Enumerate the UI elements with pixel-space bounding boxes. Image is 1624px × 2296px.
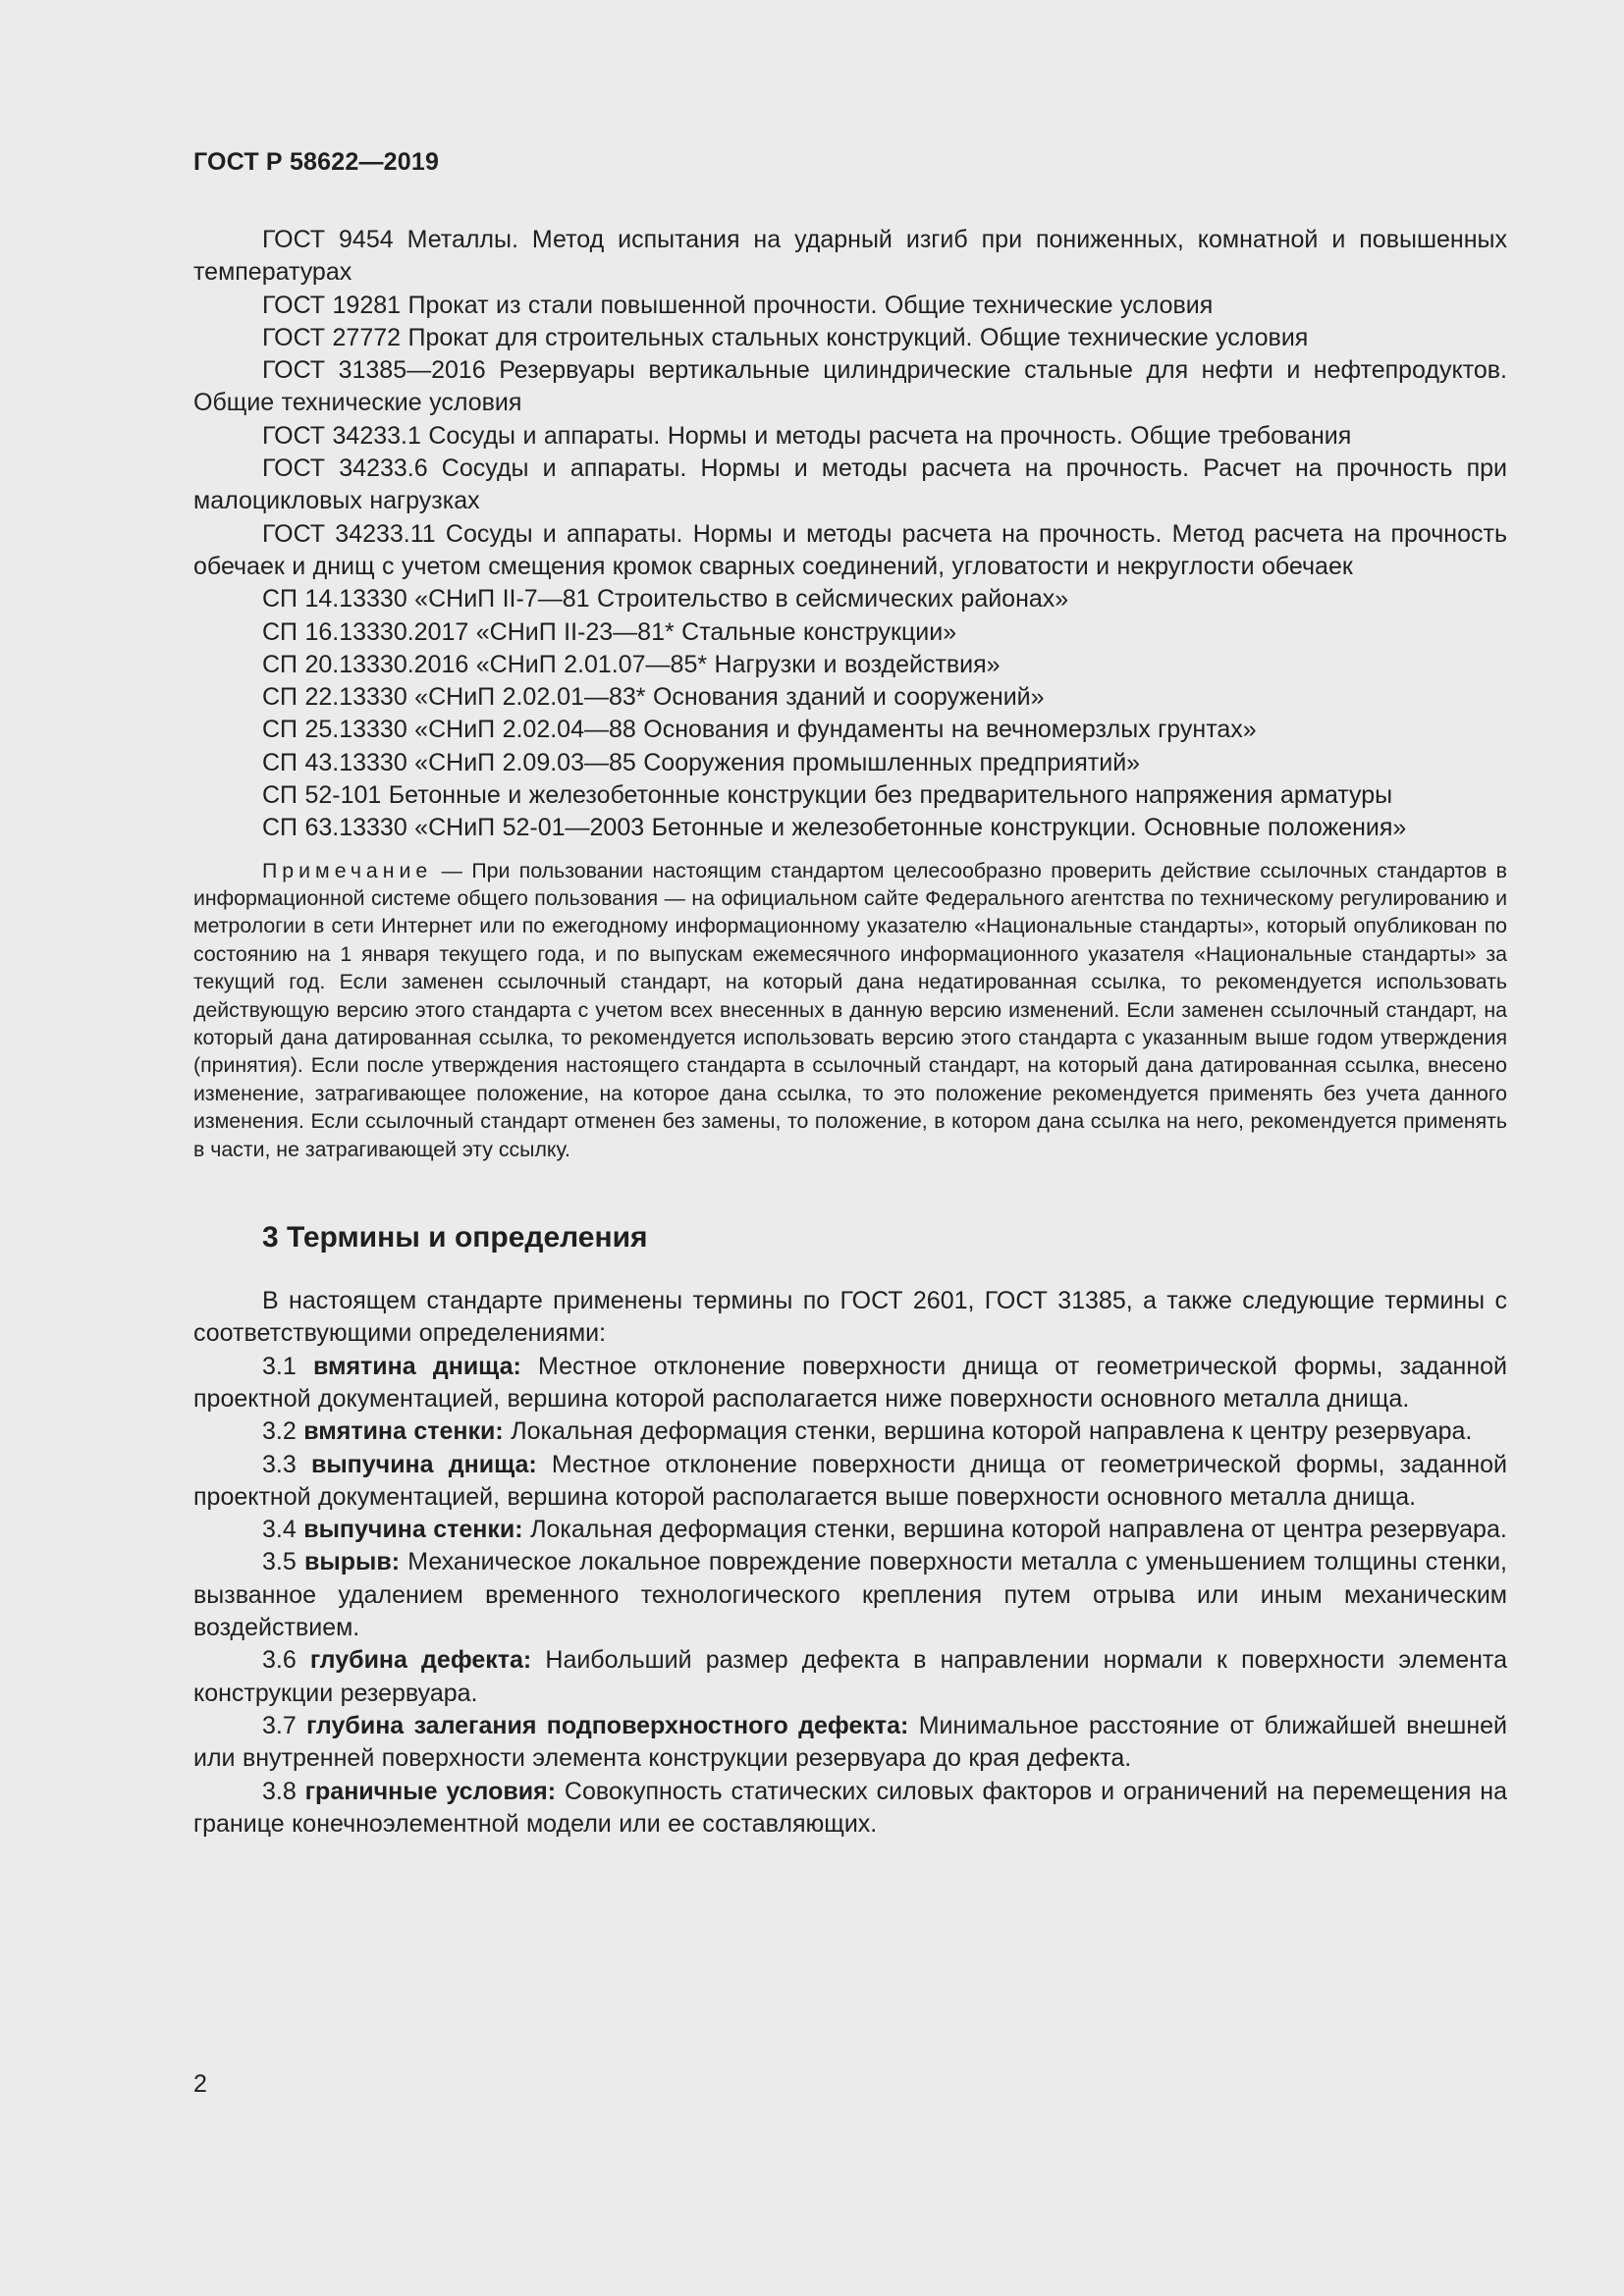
term-entry [193,1449,1507,1515]
term-name: вырыв: [303,1548,401,1576]
term-entry [193,1710,1507,1776]
term-definition: Локальная деформация стенки, вершина которой направлена от центра резервуара. [522,1516,1507,1544]
term-entry [193,1546,1507,1644]
reference-item: СП 43.13330 «СНиП 2.09.03—85 Сооружения промышленных предприятий» [262,748,1141,776]
term-definition: Минимальное расстояние от ближайшей внешней или внутренней поверхности элемента конструкции резервуара до края дефекта. [193,1711,1508,1773]
reference-item: ГОСТ 19281 Прокат из стали повышенной прочности. Общие технические условия [262,291,1214,319]
reference-item: СП 16.13330.2017 «СНиП II-23—81* Стальные конструкции» [262,617,957,646]
page-content [193,224,1507,1841]
term-name: выпучина днища: [310,1450,537,1478]
term-definition: Местное отклонение поверхности днища от геометрической формы, заданной проектной документацией, вершина которой располагается ниже поверхности основного металла днища. [193,1352,1508,1413]
term-number: 3.4 [262,1516,304,1544]
reference-item: СП 25.13330 «СНиП 2.02.04—88 Основания и фундаменты на вечномерзлых грунтах» [262,716,1257,744]
reference-item: СП 20.13330.2016 «СНиП 2.01.07—85* Нагрузки и воздействия» [262,650,1001,678]
term-entry [193,1514,1507,1546]
term-number: 3.5 [262,1548,304,1576]
reference-item: СП 14.13330 «СНиП II-7—81 Строительство в сейсмических районах» [262,585,1069,614]
term-entry [193,1415,1507,1448]
term-definition: Местное отклонение поверхности днища от геометрической формы, заданной проектной документацией, вершина которой располагается выше поверхности основного металла днища. [193,1450,1507,1511]
section-heading: 3 Термины и определения [262,1221,648,1255]
document-header: ГОСТ Р 58622—2019 [193,148,440,176]
term-number: 3.1 [262,1352,313,1380]
reference-item: СП 52-101 Бетонные и железобетонные конструкции без предварительного напряжения арматуры [262,781,1393,810]
term-definition: Механическое локальное повреждение поверхности металла с уменьшением толщины стенки, вызванное удалением временного технологического крепления путем отрыва или иным механическим воздействием. [193,1548,1508,1642]
term-entry [193,1776,1507,1842]
note-text: — При пользовании настоящим стандартом целесообразно проверить действие ссылочных стандартов в информационной системе общего пользования — на официальном сайте Федерального агентства по техническому регулированию и метрологии в сети Интернет или по ежегодному информационному указателю «Национальные стандарты», который опубликован по состоянию на 1 января текущего года, и по выпускам ежемесячного информационного указателя «Национальные стандарты» за текущий год. Если заменен ссылочный стандарт, на который дана недатированная ссылка, то рекомендуется использовать действующую версию этого стандарта с учетом всех внесенных в данную версию изменений. Если заменен ссылочный стандарт, на который дана датированная ссылка, то рекомендуется использовать версию этого стандарта с указанным выше годом утверждения (принятия). Если после утверждения настоящего стандарта в ссылочный стандарт, на который дана датированная ссылка, внесено изменение, затрагивающее положение, на которое дана ссылка, то это положение рекомендуется применять без учета данного изменения. Если ссылочный стандарт отменен без замены, то положение, в котором дана ссылка на него, рекомендуется применять в части, не затрагивающей эту ссылку. [193,858,1507,1161]
term-name: вмятина стенки: [303,1417,504,1446]
reference-item: СП 63.13330 «СНиП 52-01—2003 Бетонные и железобетонные конструкции. Основные положения» [262,814,1407,842]
reference-item: ГОСТ 9454 Металлы. Метод испытания на ударный изгиб при пониженных, комнатной и повышенных температурах [193,226,1507,287]
term-entry [193,1644,1507,1710]
term-number: 3.7 [262,1711,307,1739]
term-name: выпучина стенки: [303,1516,523,1544]
term-number: 3.8 [262,1777,305,1805]
terms-intro: В настоящем стандарте применены термины по ГОСТ 2601, ГОСТ 31385, а также следующие термины с соответствующими определениями: [193,1287,1507,1348]
reference-item: ГОСТ 34233.11 Сосуды и аппараты. Нормы и методы расчета на прочность. Метод расчета на прочность обечаек и днищ с учетом смещения кромок сварных соединений, угловатости и некруглости обечаек [193,519,1507,580]
page-number: 2 [193,2070,207,2098]
term-definition: Локальная деформация стенки, вершина которой направлена к центру резервуара. [503,1417,1473,1446]
reference-item: СП 22.13330 «СНиП 2.02.01—83* Основания зданий и сооружений» [262,683,1045,712]
term-name: глубина залегания подповерхностного дефекта: [306,1711,909,1739]
reference-item: ГОСТ 31385—2016 Резервуары вертикальные цилиндрические стальные для нефти и нефтепродуктов. Общие технические условия [193,356,1507,417]
reference-note [193,857,1507,1163]
term-definition: Совокупность статических силовых факторов и ограничений на перемещения на границе конечноэлементной модели или ее составляющих. [193,1777,1508,1838]
reference-item: ГОСТ 27772 Прокат для строительных стальных конструкций. Общие технические условия [262,323,1309,351]
term-number: 3.3 [262,1450,311,1478]
term-name: глубина дефекта: [309,1646,532,1675]
term-entry [193,1351,1507,1416]
normative-references-list [193,224,1507,845]
term-name: граничные условия: [304,1777,557,1805]
term-number: 3.6 [262,1646,310,1675]
terms-section [193,1285,1507,1841]
note-label: Примечание [262,858,433,882]
reference-item: ГОСТ 34233.1 Сосуды и аппараты. Нормы и методы расчета на прочность. Общие требования [262,421,1352,450]
reference-item: ГОСТ 34233.6 Сосуды и аппараты. Нормы и методы расчета на прочность. Расчет на прочность при малоцикловых нагрузках [193,454,1507,515]
term-number: 3.2 [262,1417,304,1446]
term-name: вмятина днища: [312,1352,521,1380]
term-definition: Наибольший размер дефекта в направлении нормали к поверхности элемента конструкции резервуара. [193,1646,1507,1707]
